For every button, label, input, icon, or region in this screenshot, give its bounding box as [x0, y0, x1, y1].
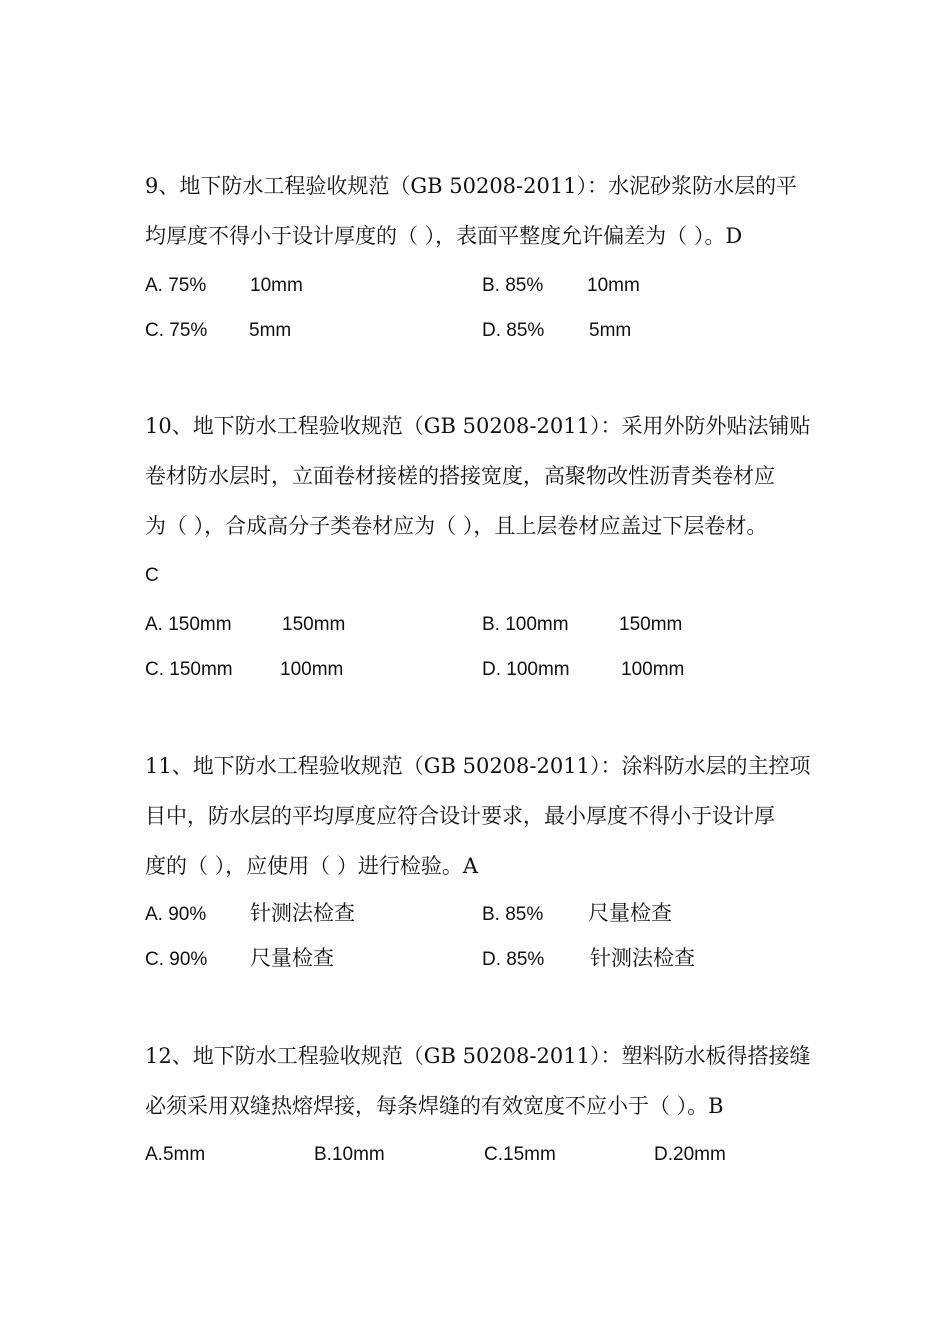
question-9-line-1: 9、地下防水工程验收规范（GB 50208-2011）：水泥砂浆防水层的平 [145, 174, 798, 198]
option-9-d [482, 318, 632, 344]
option-label: C. 90% [145, 949, 208, 970]
option-label: A. 150mm [145, 614, 232, 635]
option-label: A. 75% [145, 275, 207, 296]
question-12-line-2: 必须采用双缝热熔焊接，每条焊缝的有效宽度不应小于（ ）。B [145, 1094, 724, 1118]
option-value: 5mm [249, 320, 292, 341]
question-11-line-3: 度的（ ），应使用（ ）进行检验。A [145, 854, 479, 878]
option-value: 150mm [282, 614, 346, 635]
question-10-line-3: 为（ ），合成高分子类卷材应为（ ），且上层卷材应盖过下层卷材。 [145, 514, 768, 538]
option-value: 5mm [589, 320, 632, 341]
question-11-line-1: 11、地下防水工程验收规范（GB 50208-2011）：涂料防水层的主控项 [145, 754, 811, 778]
option-label: A. 90% [145, 904, 207, 925]
question-10-answer: C [145, 565, 159, 586]
option-value: 尺量检查 [250, 946, 334, 970]
option-value: 100mm [280, 659, 344, 680]
option-11-a [145, 901, 355, 928]
option-value: 尺量检查 [588, 901, 672, 925]
option-value: 10mm [587, 275, 640, 296]
option-12-c: C.15mm [484, 1144, 556, 1165]
question-12-line-1: 12、地下防水工程验收规范（GB 50208-2011）：塑料防水板得搭接缝 [145, 1044, 811, 1068]
option-value: 针测法检查 [590, 946, 695, 970]
question-10-line-1: 10、地下防水工程验收规范（GB 50208-2011）：采用外防外贴法铺贴 [145, 414, 811, 438]
option-12-b: B.10mm [314, 1144, 385, 1165]
option-10-d [482, 657, 685, 683]
option-label: C. 150mm [145, 659, 233, 680]
question-10-line-2: 卷材防水层时，立面卷材接槎的搭接宽度，高聚物改性沥青类卷材应 [145, 464, 775, 488]
option-9-a [145, 273, 303, 299]
option-10-a [145, 612, 346, 638]
option-10-b [482, 612, 683, 638]
option-9-b [482, 273, 640, 299]
option-label: D. 85% [482, 320, 545, 341]
option-9-c [145, 318, 292, 344]
option-label: B. 100mm [482, 614, 569, 635]
option-12-d: D.20mm [654, 1144, 726, 1165]
option-label: C. 75% [145, 320, 208, 341]
option-label: D. 100mm [482, 659, 570, 680]
option-11-d [482, 946, 695, 973]
option-value: 10mm [250, 275, 303, 296]
option-11-b [482, 901, 672, 928]
option-10-c [145, 657, 344, 683]
option-label: B. 85% [482, 904, 544, 925]
option-value: 100mm [621, 659, 685, 680]
option-11-c [145, 946, 334, 973]
option-value: 150mm [619, 614, 683, 635]
option-12-a: A.5mm [145, 1144, 206, 1165]
option-label: B. 85% [482, 275, 544, 296]
option-label: D. 85% [482, 949, 545, 970]
question-9-line-2: 均厚度不得小于设计厚度的（ ），表面平整度允许偏差为（ ）。D [145, 224, 743, 248]
option-value: 针测法检查 [250, 901, 355, 925]
question-11-line-2: 目中，防水层的平均厚度应符合设计要求，最小厚度不得小于设计厚 [145, 804, 775, 828]
